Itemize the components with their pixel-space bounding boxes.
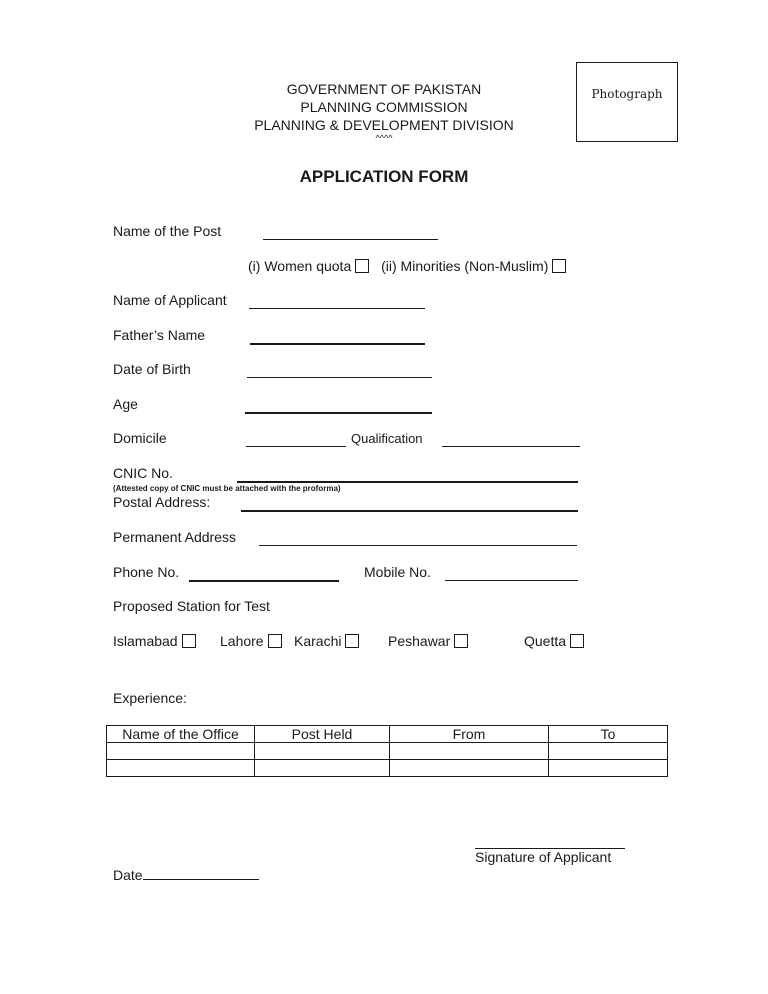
mobile-field[interactable] — [445, 566, 578, 581]
table-cell[interactable] — [549, 760, 668, 777]
dob-label: Date of Birth — [113, 361, 191, 377]
table-cell[interactable] — [390, 743, 549, 760]
station-label: Proposed Station for Test — [113, 598, 270, 614]
table-cell[interactable] — [549, 743, 668, 760]
domicile-label: Domicile — [113, 430, 167, 446]
photograph-box — [576, 62, 678, 142]
peshawar-checkbox[interactable] — [454, 634, 468, 648]
lahore-checkbox[interactable] — [268, 634, 282, 648]
header-line-division: PLANNING & DEVELOPMENT DIVISION — [254, 117, 514, 133]
station-option-peshawar: Peshawar — [388, 633, 468, 649]
cnic-label: CNIC No. — [113, 465, 173, 481]
dob-field[interactable] — [247, 363, 432, 378]
father-name-label: Father’s Name — [113, 327, 206, 343]
table-cell[interactable] — [390, 760, 549, 777]
station-option-islamabad: Islamabad — [113, 633, 196, 649]
mobile-label: Mobile No. — [364, 564, 431, 580]
phone-field[interactable] — [189, 566, 339, 582]
station-option-karachi: Karachi — [294, 633, 359, 649]
form-title: APPLICATION FORM — [299, 167, 469, 186]
date-label: Date — [113, 867, 143, 883]
applicant-label: Name of Applicant — [113, 292, 227, 308]
column-header-office: Name of the Office — [107, 726, 255, 743]
permanent-address-label: Permanent Address — [113, 529, 236, 545]
station-option-quetta: Quetta — [524, 633, 584, 649]
age-field[interactable] — [245, 398, 432, 414]
table-cell[interactable] — [255, 743, 390, 760]
qualification-field[interactable] — [442, 432, 580, 447]
date-field[interactable] — [143, 867, 259, 880]
photograph-label: Photograph — [591, 87, 663, 101]
permanent-address-field[interactable] — [259, 531, 577, 546]
applicant-field[interactable] — [249, 294, 425, 309]
header-line-commission: PLANNING COMMISSION — [300, 99, 468, 115]
quota-row — [248, 258, 566, 274]
phone-label: Phone No. — [113, 564, 180, 580]
experience-table — [106, 725, 668, 777]
header-ornament: ^^^^ — [375, 133, 393, 143]
cnic-note: (Attested copy of CNIC must be attached with the proforma) — [113, 484, 341, 493]
table-row — [107, 743, 668, 760]
station-option-lahore: Lahore — [220, 633, 282, 649]
karachi-checkbox[interactable] — [345, 634, 359, 648]
signature-label: Signature of Applicant — [475, 849, 612, 865]
table-row — [107, 760, 668, 777]
islamabad-checkbox[interactable] — [182, 634, 196, 648]
women-quota-checkbox[interactable] — [355, 259, 369, 273]
table-cell[interactable] — [107, 760, 255, 777]
table-header-row — [107, 726, 668, 743]
letterhead — [200, 80, 568, 142]
father-name-field[interactable] — [250, 329, 425, 345]
cnic-field[interactable] — [237, 467, 578, 483]
column-header-from: From — [390, 726, 549, 743]
postal-address-label: Postal Address: — [113, 494, 211, 510]
postal-address-field[interactable] — [241, 496, 578, 512]
women-quota-label: (i) Women quota — [248, 258, 352, 274]
experience-label: Experience: — [113, 690, 187, 706]
post-field[interactable] — [263, 225, 438, 240]
table-cell[interactable] — [107, 743, 255, 760]
column-header-to: To — [549, 726, 668, 743]
header-line-government: GOVERNMENT OF PAKISTAN — [286, 81, 482, 97]
age-label: Age — [113, 396, 138, 412]
column-header-post: Post Held — [255, 726, 390, 743]
minorities-quota-label: (ii) Minorities (Non-Muslim) — [381, 258, 549, 274]
date-row — [113, 867, 259, 883]
domicile-field[interactable] — [246, 432, 346, 447]
quetta-checkbox[interactable] — [570, 634, 584, 648]
signature-line[interactable] — [475, 834, 625, 849]
minorities-quota-checkbox[interactable] — [552, 259, 566, 273]
table-cell[interactable] — [255, 760, 390, 777]
post-label: Name of the Post — [113, 223, 222, 239]
qualification-label: Qualification — [351, 431, 423, 446]
